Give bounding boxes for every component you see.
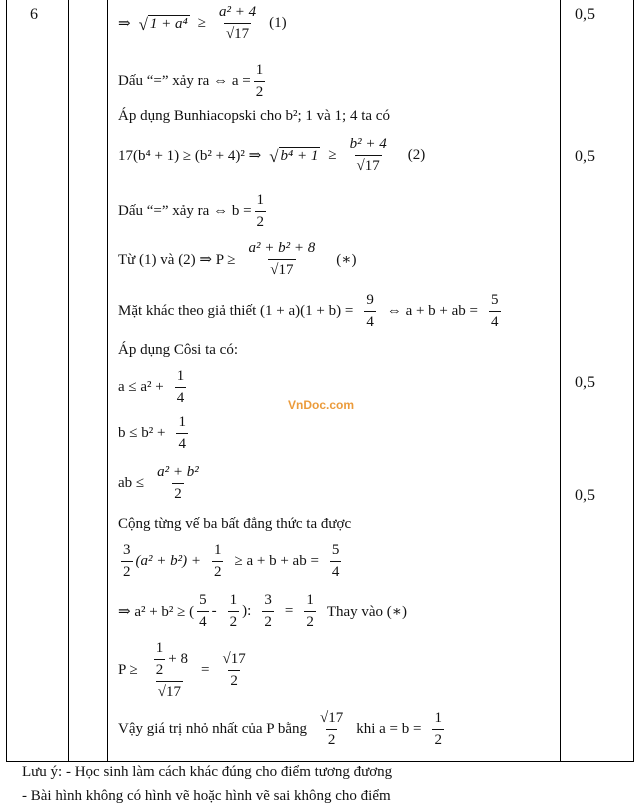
fraction: $\frac{1}{4}$ [178,414,186,452]
fraction: $\frac{1}{2}$ [213,542,222,580]
line-text: Áp dụng Côsi ta có: [118,342,238,358]
line-text: Dấu “=” xảy ra ⇔ b = [118,203,252,219]
fraction: $\frac{1}{2}$ [229,592,238,630]
solution-line-5 [118,192,269,231]
line-text: 17(b⁴ + 1) ≥ (b² + 4)² ⇒ [118,148,262,164]
fraction: $\frac{\text{a² + b² + 8}}{√17}$ [248,240,316,278]
fraction: $\frac{3}{2}$ [123,542,131,580]
line-text: ≥ a + b + ab = [234,553,319,569]
watermark-logo: VnDoc.com [288,398,355,412]
line-text: Dấu “=” xảy ra ⇔ a = [118,73,251,89]
solution-line-11 [118,464,204,503]
equation-tag: (2) [407,147,426,163]
line-text: ⇔ a + b + ab = [386,303,479,319]
line-text: Cộng từng vế ba bất đẳng thức ta được [118,516,352,532]
solution-line-13 [118,542,344,581]
solution-line-7 [118,292,504,331]
line-text: P ≥ [118,662,138,678]
equals-symbol: = [284,603,294,619]
solution-line-3 [118,108,390,125]
line-text: a ≤ a² + [118,379,164,395]
line-text: (a² + b²) + [135,553,201,569]
line-text: ): [242,603,252,619]
solution-line-15 [118,640,251,701]
fraction: $\frac{1}{4}$ [176,368,185,406]
footnote-2: - Bài hình không có hình vẽ hoặc hình vẽ sai không cho điểm [22,788,391,804]
fraction: $\frac{√17}{2}$ [319,710,344,748]
solution-line-12 [118,516,351,533]
fraction: $\frac{1}{2}$ [306,592,314,630]
solution-line-9 [118,368,189,407]
score-1: 0,5 [575,6,595,23]
fraction: $\frac{\text{a² + 4}}{√17}$ [219,4,257,42]
line-text: ab ≤ [118,475,145,491]
equation-tag: (∗) [336,252,357,268]
solution-line-6 [118,240,356,279]
column-divider [68,0,69,761]
line-text: Thay vào (∗) [326,604,407,620]
line-text: khi a = b = [356,721,422,737]
solution-line-14 [118,592,407,631]
equals-symbol: = [201,662,210,678]
equation-tag: (1) [269,15,287,31]
fraction: $\frac{\text{b² + 4}}{√17}$ [349,136,387,174]
solution-line-1 [118,4,287,43]
minus-symbol: - [211,603,217,619]
sqrt-expression: √ b⁴ + 1 [269,146,319,166]
fraction: $\frac{5}{4}$ [331,542,340,580]
fraction: $\frac{1}{2}$ [256,192,265,230]
score-4: 0,5 [575,487,595,504]
fraction: $\frac{1}{2}$ [434,710,442,748]
geq-symbol: ≥ [197,15,206,31]
column-divider [107,0,108,761]
fraction: $\frac{5}{4}$ [491,292,499,330]
question-number: 6 [30,6,38,23]
fraction: $\frac{1}{2}$ [255,62,264,100]
footnote-1: Lưu ý: - Học sinh làm cách khác đúng cho điểm tương đương [22,764,393,780]
column-divider [560,0,561,761]
fraction: $\frac{9}{4}$ [366,292,374,330]
solution-line-4 [118,136,425,175]
implies-symbol: ⇒ [118,16,131,32]
score-3: 0,5 [575,374,595,391]
nested-fraction: $\frac{1}{2}$ + 8 √17 [155,640,188,700]
solution-line-8 [118,342,238,359]
fraction: $\frac{3}{2}$ [264,592,272,630]
geq-symbol: ≥ [328,147,337,163]
line-text: Vậy giá trị nhỏ nhất của P bằng [118,721,307,737]
line-text: ⇒ a² + b² ≥ ( [118,604,195,620]
line-text: Mặt khác theo giả thiết (1 + a)(1 + b) = [118,303,354,319]
solution-line-16 [118,710,447,749]
fraction: $\frac{5}{4}$ [199,592,207,630]
solution-line-10 [118,414,191,453]
fraction: $\frac{1}{2}$ [155,640,164,678]
line-text: Từ (1) và (2) ⇒ P ≥ [118,252,236,268]
fraction: $\frac{√17}{2}$ [222,651,246,689]
score-2: 0,5 [575,148,595,165]
line-text: b ≤ b² + [118,425,166,441]
line-text: Áp dụng Bunhiacopski cho b²; 1 và 1; 4 ta có [118,108,390,124]
solution-line-2 [118,62,268,101]
sqrt-expression: √ 1 + a⁴ [138,14,188,34]
fraction: $\frac{\text{a² + b²}}{2}$ [157,464,199,502]
